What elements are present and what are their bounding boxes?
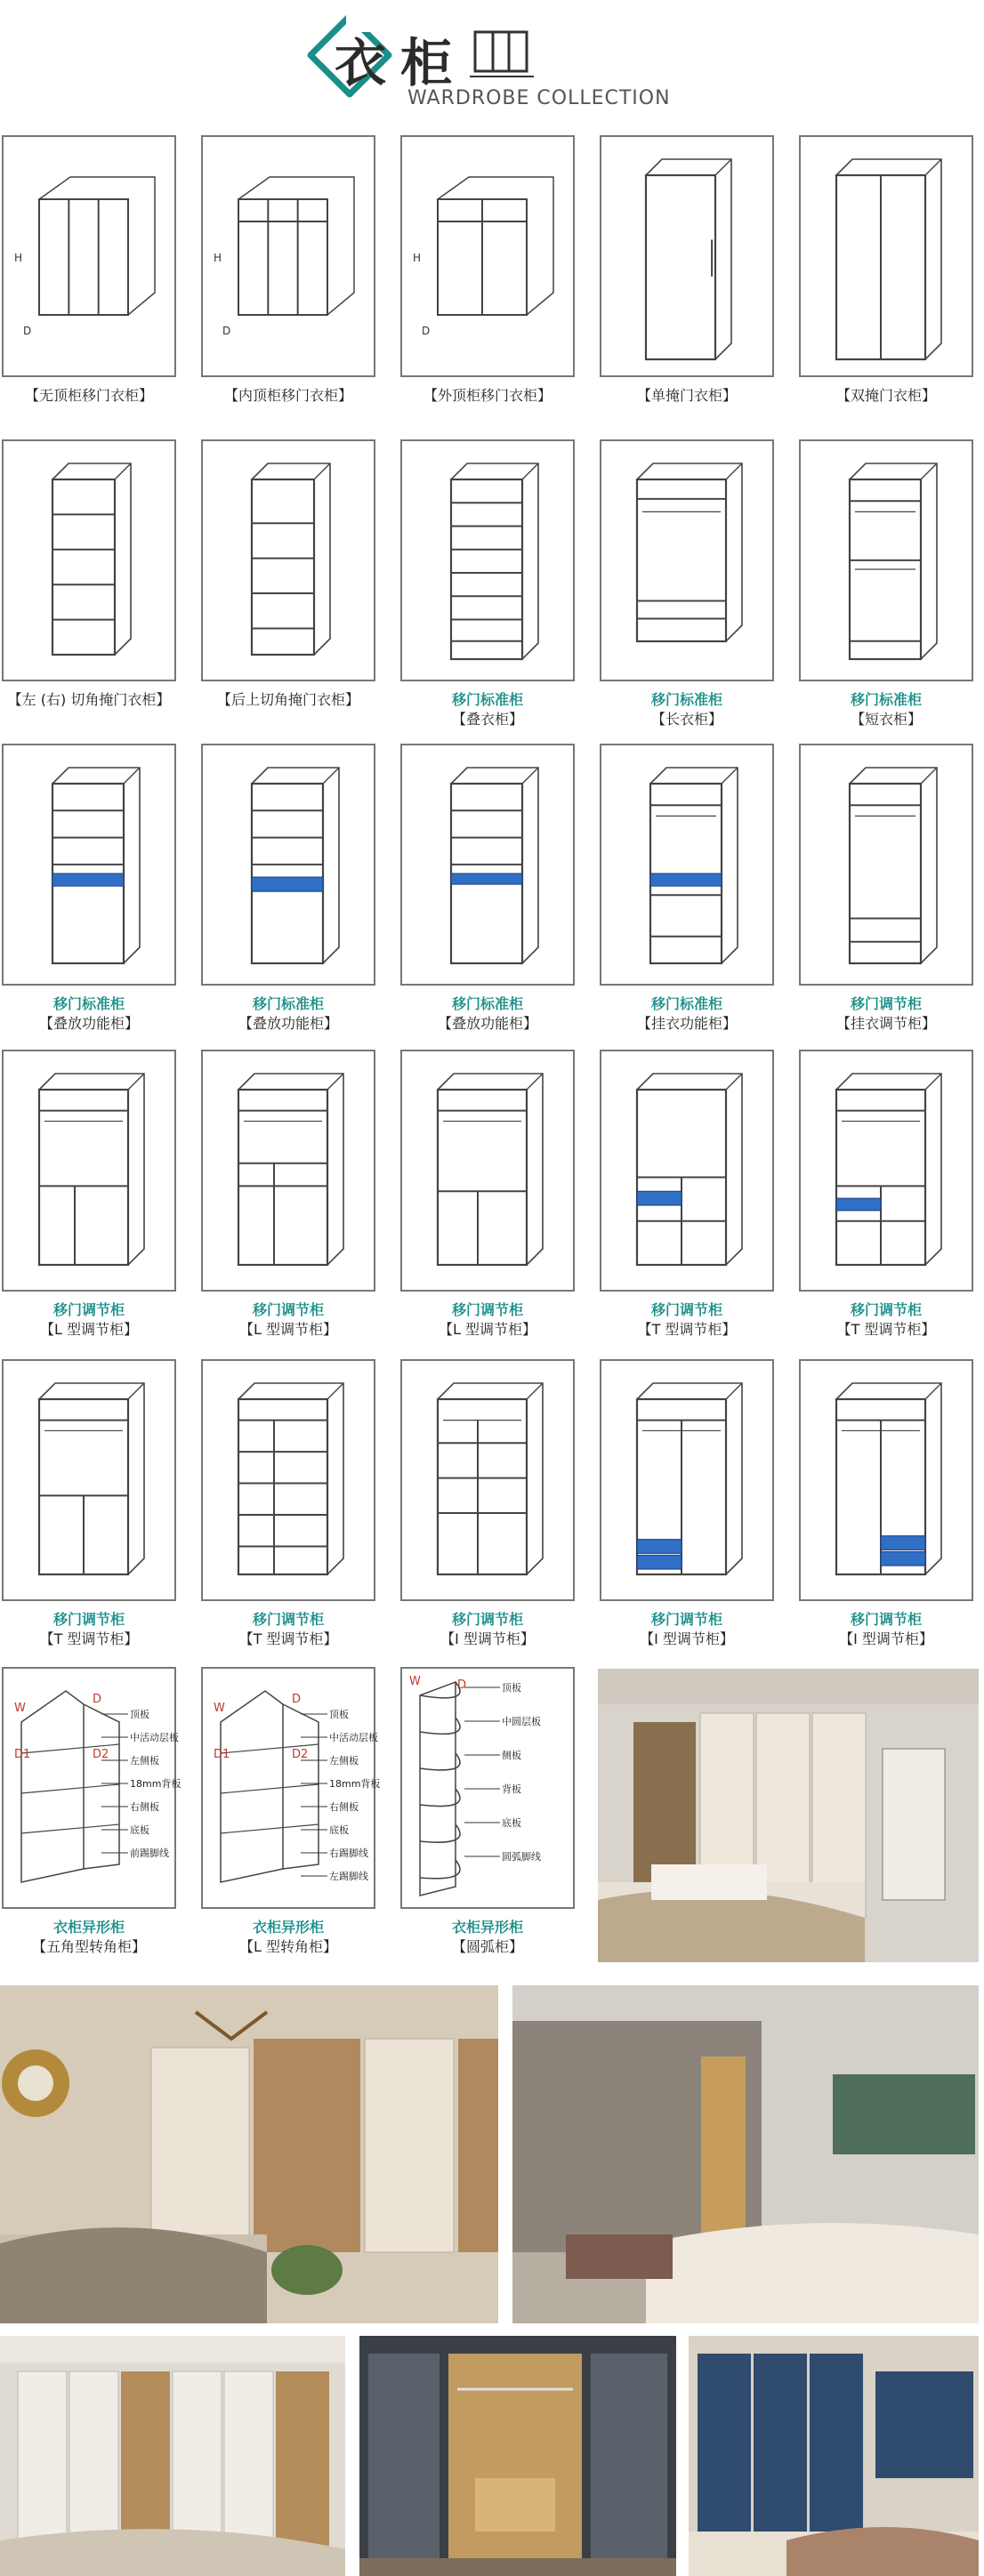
cabinet-caption: [589, 690, 785, 729]
svg-text:右踢脚线: 右踢脚线: [329, 1847, 368, 1859]
cabinet-category: 衣柜异形柜: [252, 1919, 324, 1936]
cabinet-card: [400, 439, 575, 681]
cabinet-card: [600, 135, 774, 377]
cabinet-card: [600, 744, 774, 986]
bedroom-photo-3: [512, 1985, 979, 2323]
svg-text:D1: D1: [214, 1748, 230, 1761]
cabinet-card: [201, 1050, 375, 1292]
cabinet-drawing: [801, 1051, 972, 1290]
svg-text:中活动层板: 中活动层板: [329, 1732, 378, 1743]
cabinet-drawing: [203, 1361, 374, 1599]
cabinet-type: 【无顶柜移门衣柜】: [24, 387, 153, 404]
cabinet-card: [201, 1667, 381, 1909]
cabinet-drawing: [4, 441, 174, 680]
cabinet-caption: [0, 994, 187, 1034]
bedroom-photo-1: [598, 1669, 979, 1962]
svg-text:D2: D2: [93, 1748, 109, 1761]
cabinet-type: 【五角型转角柜】: [31, 1938, 146, 1955]
closet-photo: [359, 2336, 676, 2576]
svg-text:左踢脚线: 左踢脚线: [329, 1871, 368, 1882]
cabinet-category: 移门调节柜: [850, 1301, 922, 1318]
cabinet-card: [2, 439, 176, 681]
cabinet-caption: [190, 1610, 386, 1649]
cabinet-type: 【L 型调节柜】: [438, 1321, 536, 1338]
cabinet-type: 【内顶柜移门衣柜】: [223, 387, 352, 404]
cabinet-type: 【叠放功能柜】: [437, 1015, 537, 1032]
svg-text:W: W: [14, 1702, 26, 1715]
cabinet-caption: [190, 386, 386, 406]
cabinet-type: 【后上切角掩门衣柜】: [216, 691, 359, 708]
cabinet-category: 移门调节柜: [451, 1611, 523, 1628]
cabinet-caption: [0, 1918, 187, 1957]
cabinet-type: 【T 型调节柜】: [637, 1321, 737, 1338]
svg-text:背板: 背板: [502, 1783, 521, 1795]
cabinet-type: 【T 型调节柜】: [39, 1630, 139, 1647]
svg-text:中圆层板: 中圆层板: [502, 1716, 541, 1727]
cabinet-card: [2, 1667, 181, 1909]
cabinet-type: 【叠衣柜】: [451, 711, 523, 728]
svg-text:D: D: [23, 325, 32, 337]
cabinet-category: 移门标准柜: [52, 995, 125, 1012]
cabinet-type: 【L 型转角柜】: [238, 1938, 337, 1955]
cabinet-type: 【短衣柜】: [850, 711, 922, 728]
cabinet-card: [600, 1359, 774, 1601]
cabinet-caption: [788, 1300, 984, 1340]
cabinet-type: 【外顶柜移门衣柜】: [423, 387, 552, 404]
svg-text:D: D: [222, 325, 231, 337]
cabinet-caption: [390, 1918, 585, 1957]
cabinet-drawing: [601, 137, 772, 375]
cabinet-type: 【双掩门衣柜】: [835, 387, 936, 404]
cabinet-type: 【单掩门衣柜】: [636, 387, 737, 404]
cabinet-caption: [390, 994, 585, 1034]
svg-text:侧板: 侧板: [502, 1750, 521, 1761]
cabinet-caption: [390, 1300, 585, 1340]
svg-text:右侧板: 右侧板: [329, 1801, 359, 1813]
cabinet-category: 移门标准柜: [451, 995, 523, 1012]
cabinet-category: 移门标准柜: [650, 995, 722, 1012]
cabinet-category: 移门调节柜: [850, 1611, 922, 1628]
cabinet-card: [201, 1359, 375, 1601]
svg-text:顶板: 顶板: [502, 1682, 521, 1694]
svg-text:H: H: [214, 252, 222, 264]
cabinet-category: 移门调节柜: [252, 1301, 324, 1318]
svg-text:D: D: [292, 1693, 302, 1706]
cabinet-type: 【挂衣调节柜】: [835, 1015, 936, 1032]
cabinet-drawing: [402, 745, 573, 984]
cabinet-caption: [0, 690, 187, 710]
cabinet-type: 【T 型调节柜】: [238, 1630, 338, 1647]
cabinet-category: 移门调节柜: [650, 1611, 722, 1628]
cabinet-category: 移门调节柜: [52, 1611, 125, 1628]
cabinet-drawing: [601, 441, 772, 680]
cabinet-card: [201, 744, 375, 986]
cabinet-drawing: [4, 1051, 174, 1290]
header: [0, 0, 979, 125]
cabinet-caption: [589, 994, 785, 1034]
cabinet-card: [600, 1050, 774, 1292]
cabinet-caption: [788, 386, 984, 406]
cabinet-caption: [589, 386, 785, 406]
cabinet-type: 【I 型调节柜】: [839, 1630, 933, 1647]
cabinet-caption: [788, 994, 984, 1034]
cabinet-category: 移门标准柜: [650, 691, 722, 708]
cabinet-category: 移门标准柜: [850, 691, 922, 708]
cabinet-card: [799, 439, 973, 681]
cabinet-drawing: [801, 745, 972, 984]
cabinet-drawing: [203, 1669, 381, 1907]
cabinet-card: [799, 1050, 973, 1292]
cabinet-caption: [390, 1610, 585, 1649]
cabinet-category: 移门调节柜: [850, 995, 922, 1012]
cabinet-category: 衣柜异形柜: [451, 1919, 523, 1936]
cabinet-drawing: [801, 137, 972, 375]
svg-text:D2: D2: [292, 1748, 309, 1761]
cabinet-card: [2, 744, 176, 986]
cabinet-category: 移门调节柜: [52, 1301, 125, 1318]
cabinet-type: 【左 (右) 切角掩门衣柜】: [7, 691, 171, 708]
cabinet-card: [799, 135, 973, 377]
cabinet-drawing: [402, 137, 573, 375]
cabinet-drawing: [4, 137, 174, 375]
cabinet-drawing: [402, 441, 573, 680]
svg-text:底板: 底板: [130, 1824, 149, 1836]
cabinet-caption: [0, 386, 187, 406]
cabinet-caption: [190, 994, 386, 1034]
cabinet-drawing: [4, 745, 174, 984]
svg-text:18mm背板: 18mm背板: [130, 1778, 181, 1790]
cabinet-type: 【挂衣功能柜】: [636, 1015, 737, 1032]
cabinet-card: [799, 744, 973, 986]
cabinet-drawing: [402, 1051, 573, 1290]
svg-text:左侧板: 左侧板: [329, 1755, 359, 1767]
cabinet-category: 移门标准柜: [252, 995, 324, 1012]
cabinet-type: 【I 型调节柜】: [440, 1630, 535, 1647]
cabinet-card: [201, 439, 375, 681]
cabinet-card: [400, 1667, 575, 1909]
svg-text:中活动层板: 中活动层板: [130, 1732, 179, 1743]
cabinet-caption: [390, 690, 585, 729]
svg-text:底板: 底板: [502, 1817, 521, 1829]
cabinet-drawing: [203, 1051, 374, 1290]
cabinet-category: 移门调节柜: [451, 1301, 523, 1318]
cabinet-type: 【L 型调节柜】: [238, 1321, 337, 1338]
cabinet-card: [2, 1359, 176, 1601]
cabinet-type: 【L 型调节柜】: [39, 1321, 138, 1338]
cabinet-drawing: [4, 1669, 181, 1907]
cabinet-category: 衣柜异形柜: [52, 1919, 125, 1936]
svg-text:H: H: [14, 252, 23, 264]
cabinet-caption: [788, 1610, 984, 1649]
cabinet-type: 【圆弧柜】: [451, 1938, 523, 1955]
bedroom-photo-4: [0, 2336, 345, 2576]
cabinet-drawing: [203, 441, 374, 680]
cabinet-drawing: [203, 137, 374, 375]
svg-text:W: W: [409, 1675, 421, 1688]
cabinet-type: 【叠放功能柜】: [38, 1015, 139, 1032]
svg-text:圆弧脚线: 圆弧脚线: [502, 1851, 541, 1863]
cabinet-drawing: [203, 745, 374, 984]
cabinet-caption: [190, 690, 386, 710]
svg-text:顶板: 顶板: [329, 1709, 349, 1720]
cabinet-caption: [788, 690, 984, 729]
cabinet-type: 【T 型调节柜】: [836, 1321, 936, 1338]
cabinet-drawing: [601, 745, 772, 984]
cabinet-category: 移门调节柜: [252, 1611, 324, 1628]
page-title: 衣柜: [335, 33, 467, 93]
cabinet-caption: [589, 1300, 785, 1340]
cabinet-type: 【叠放功能柜】: [238, 1015, 338, 1032]
page-subtitle: WARDROBE COLLECTION: [407, 87, 671, 109]
cabinet-drawing: [801, 441, 972, 680]
cabinet-drawing: [601, 1051, 772, 1290]
svg-text:底板: 底板: [329, 1824, 349, 1836]
bedroom-photo-5: [689, 2336, 979, 2576]
cabinet-card: [400, 1050, 575, 1292]
svg-text:前踢脚线: 前踢脚线: [130, 1847, 169, 1859]
svg-text:W: W: [214, 1702, 225, 1715]
cabinet-card: [201, 135, 375, 377]
cabinet-caption: [190, 1918, 386, 1957]
svg-text:H: H: [413, 252, 422, 264]
cabinet-drawing: [601, 1361, 772, 1599]
svg-text:D: D: [93, 1693, 102, 1706]
cabinet-caption: [589, 1610, 785, 1649]
cabinet-card: [400, 744, 575, 986]
wardrobe-icon: [470, 27, 534, 84]
cabinet-drawing: [402, 1669, 573, 1907]
cabinet-card: [400, 1359, 575, 1601]
cabinet-type: 【长衣柜】: [650, 711, 722, 728]
cabinet-card: [400, 135, 575, 377]
bedroom-photo-2: [0, 1985, 498, 2323]
cabinet-card: [2, 135, 176, 377]
cabinet-card: [2, 1050, 176, 1292]
svg-text:18mm背板: 18mm背板: [329, 1778, 381, 1790]
svg-text:右侧板: 右侧板: [130, 1801, 159, 1813]
cabinet-type: 【I 型调节柜】: [640, 1630, 734, 1647]
svg-text:D1: D1: [14, 1748, 31, 1761]
cabinet-caption: [190, 1300, 386, 1340]
cabinet-caption: [390, 386, 585, 406]
cabinet-drawing: [801, 1361, 972, 1599]
svg-text:D: D: [457, 1678, 467, 1692]
cabinet-caption: [0, 1300, 187, 1340]
cabinet-drawing: [402, 1361, 573, 1599]
cabinet-drawing: [4, 1361, 174, 1599]
svg-text:左侧板: 左侧板: [130, 1755, 159, 1767]
cabinet-card: [600, 439, 774, 681]
svg-text:D: D: [422, 325, 431, 337]
cabinet-caption: [0, 1610, 187, 1649]
cabinet-category: 移门标准柜: [451, 691, 523, 708]
svg-text:顶板: 顶板: [130, 1709, 149, 1720]
cabinet-category: 移门调节柜: [650, 1301, 722, 1318]
cabinet-card: [799, 1359, 973, 1601]
